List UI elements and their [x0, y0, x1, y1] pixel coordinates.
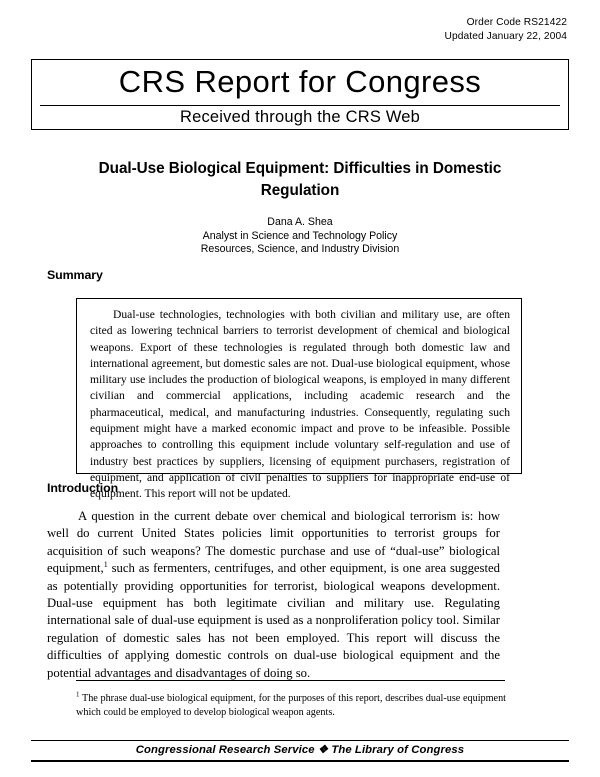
introduction-text-part1: A question in the current debate over chemical and biological terrorism is: how well do current United States policies limit opportunities to terrorist groups for acquisition of such weapons? The domestic purchase and use of “dual-use” biological equipment, [47, 509, 500, 576]
page-title: Dual-Use Biological Equipment: Difficulties in Domestic Regulation [98, 160, 502, 199]
footnote-text: The phrase dual-use biological equipment, for the purposes of this report, describes dual-use equipment which could be employed to develop biological weapon agents. [76, 693, 506, 719]
crs-banner [31, 59, 569, 130]
introduction-heading: Introduction [47, 481, 119, 495]
footer-text: Congressional Research Service ❖ The Library of Congress [135, 744, 465, 756]
updated-date: Updated January 22, 2004 [444, 31, 567, 42]
introduction-paragraph [47, 508, 500, 682]
crs-banner-subtitle: Received through the CRS Web [179, 108, 421, 126]
crs-banner-title: CRS Report for Congress [118, 64, 482, 99]
footnote-reference-1[interactable]: 1 [103, 559, 108, 569]
author-name: Dana A. Shea [267, 216, 333, 228]
footnote-divider [76, 680, 505, 681]
order-code-block [445, 16, 567, 44]
author-title: Analyst in Science and Technology Policy [202, 229, 398, 242]
introduction-text-part2: such as fermenters, centrifuges, and other equipment, is one area suggested as potentially providing opportunities for terrorist, biological weapons development. Dual-use equipment has both legitimate civilian and military use. Regulating international sale of dual-use equipment is used as a nonproliferation policy tool. Similar regulation of domestic sales has not been employed. This report will discuss the difficulties of applying domestic controls on dual-use biological equipment and the potential advantages and disadvantages of doing so. [47, 561, 500, 680]
summary-heading: Summary [47, 268, 103, 282]
author-division: Resources, Science, and Industry Division [200, 243, 400, 256]
summary-text: Dual-use technologies, technologies with both civilian and military use, are often cited as lowering technical barriers to terrorist development of chemical and biological weapons. Export of these technologies is regulated through both domestic law and international agreement, but domestic sales are not. Dual-use biological equipment, whose military use includes the production of biological weapons, is employed in many different civilian and commercial applications, including academic research and the pharmaceutical, medical, and manufacturing industries. Consequently, regulating such equipment might have a marked economic impact and prove to be infeasible. Possible approaches to controlling this equipment include voluntary self-regulation and use of industry best practices by suppliers, licensing of equipment purchasers, registration of equipment, and application of civil penalties to suppliers for inappropriate end-use of equipment. This report will not be updated. [90, 308, 510, 501]
footnote-1 [76, 692, 506, 720]
author-block [76, 216, 524, 257]
footer-divider-top [31, 740, 569, 741]
footer-divider-bottom [31, 760, 569, 762]
order-code: Order Code RS21422 [466, 17, 567, 28]
footnote-marker: 1 [76, 690, 80, 699]
